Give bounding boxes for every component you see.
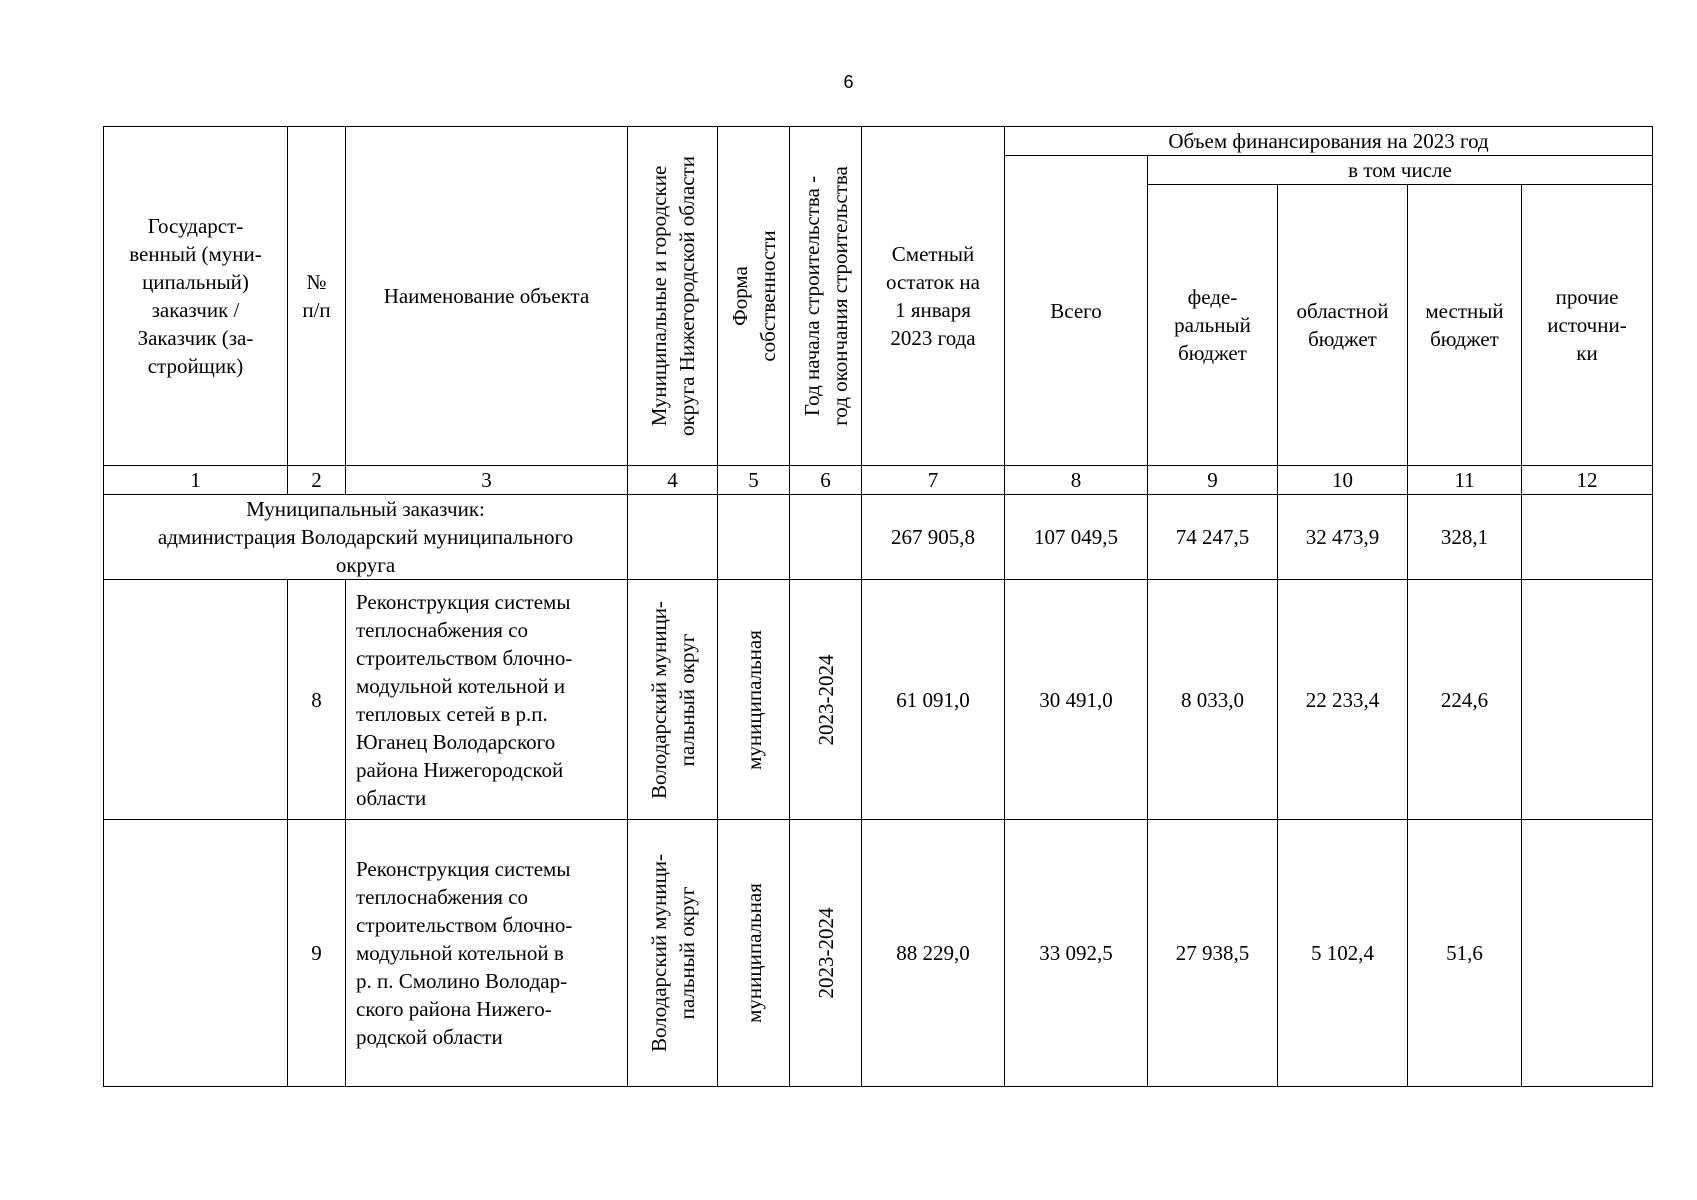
customer-row	[104, 495, 1653, 580]
federal: 8 033,0	[1148, 580, 1278, 820]
header-years: Год начала строительства - год окончания строительства	[790, 127, 862, 466]
column-number: 12	[1522, 466, 1653, 495]
column-number: 5	[718, 466, 790, 495]
header-estimated-balance: Сметный остаток на 1 января 2023 года	[862, 127, 1005, 466]
page-number: 6	[843, 72, 854, 92]
customer-other	[1522, 495, 1653, 580]
local: 224,6	[1408, 580, 1522, 820]
empty-cell	[790, 495, 862, 580]
customer-local: 328,1	[1408, 495, 1522, 580]
header-total: Всего	[1005, 156, 1148, 466]
column-number: 7	[862, 466, 1005, 495]
header-federal: феде- ральный бюджет	[1148, 185, 1278, 466]
column-numbers-row	[104, 466, 1653, 495]
estimated-balance: 88 229,0	[862, 820, 1005, 1087]
customer-regional: 32 473,9	[1278, 495, 1408, 580]
ownership: муниципальная	[718, 580, 790, 820]
object-name: Реконструкция системы теплоснабжения со строительством блочно- модульной котельной и тепловых сетей в р.п. Юганец Володарского района Нижегородской области	[346, 580, 628, 820]
table-row	[104, 820, 1653, 1087]
column-number: 1	[104, 466, 288, 495]
header-ownership: Форма собственности	[718, 127, 790, 466]
column-number: 6	[790, 466, 862, 495]
header-local: местный бюджет	[1408, 185, 1522, 466]
column-number: 9	[1148, 466, 1278, 495]
table-row	[104, 580, 1653, 820]
header-number: № п/п	[288, 127, 346, 466]
row-number: 8	[288, 580, 346, 820]
column-number: 8	[1005, 466, 1148, 495]
empty-cell	[718, 495, 790, 580]
column-number: 2	[288, 466, 346, 495]
column-number: 11	[1408, 466, 1522, 495]
customer-label: Муниципальный заказчик: администрация Володарский муниципального округа	[104, 495, 628, 580]
other	[1522, 580, 1653, 820]
customer-total: 107 049,5	[1005, 495, 1148, 580]
row-number: 9	[288, 820, 346, 1087]
empty-cell	[628, 495, 718, 580]
header-other: прочие источни- ки	[1522, 185, 1653, 466]
ownership: муниципальная	[718, 820, 790, 1087]
other	[1522, 820, 1653, 1087]
empty-cell	[104, 580, 288, 820]
estimated-balance: 61 091,0	[862, 580, 1005, 820]
customer-estimated-balance: 267 905,8	[862, 495, 1005, 580]
column-number: 4	[628, 466, 718, 495]
regional: 22 233,4	[1278, 580, 1408, 820]
federal: 27 938,5	[1148, 820, 1278, 1087]
column-number: 3	[346, 466, 628, 495]
total: 33 092,5	[1005, 820, 1148, 1087]
years: 2023-2024	[790, 580, 862, 820]
header-district: Муниципальные и городские округа Нижегородской области	[628, 127, 718, 466]
years: 2023-2024	[790, 820, 862, 1087]
object-name: Реконструкция системы теплоснабжения со строительством блочно- модульной котельной в р. п. Смолино Володар- ского района Нижего- родской области	[346, 820, 628, 1087]
customer-federal: 74 247,5	[1148, 495, 1278, 580]
column-number: 10	[1278, 466, 1408, 495]
header-object-name: Наименование объекта	[346, 127, 628, 466]
header-including: в том числе	[1148, 156, 1653, 185]
empty-cell	[104, 820, 288, 1087]
regional: 5 102,4	[1278, 820, 1408, 1087]
header-funding-title: Объем финансирования на 2023 год	[1005, 127, 1653, 156]
financing-table	[103, 126, 1653, 1087]
header-customer: Государст- венный (муни- ципальный) заказчик / Заказчик (за- стройщик)	[104, 127, 288, 466]
total: 30 491,0	[1005, 580, 1148, 820]
local: 51,6	[1408, 820, 1522, 1087]
district: Володарский муници- пальный округ	[628, 820, 718, 1087]
district: Володарский муници- пальный округ	[628, 580, 718, 820]
header-regional: областной бюджет	[1278, 185, 1408, 466]
